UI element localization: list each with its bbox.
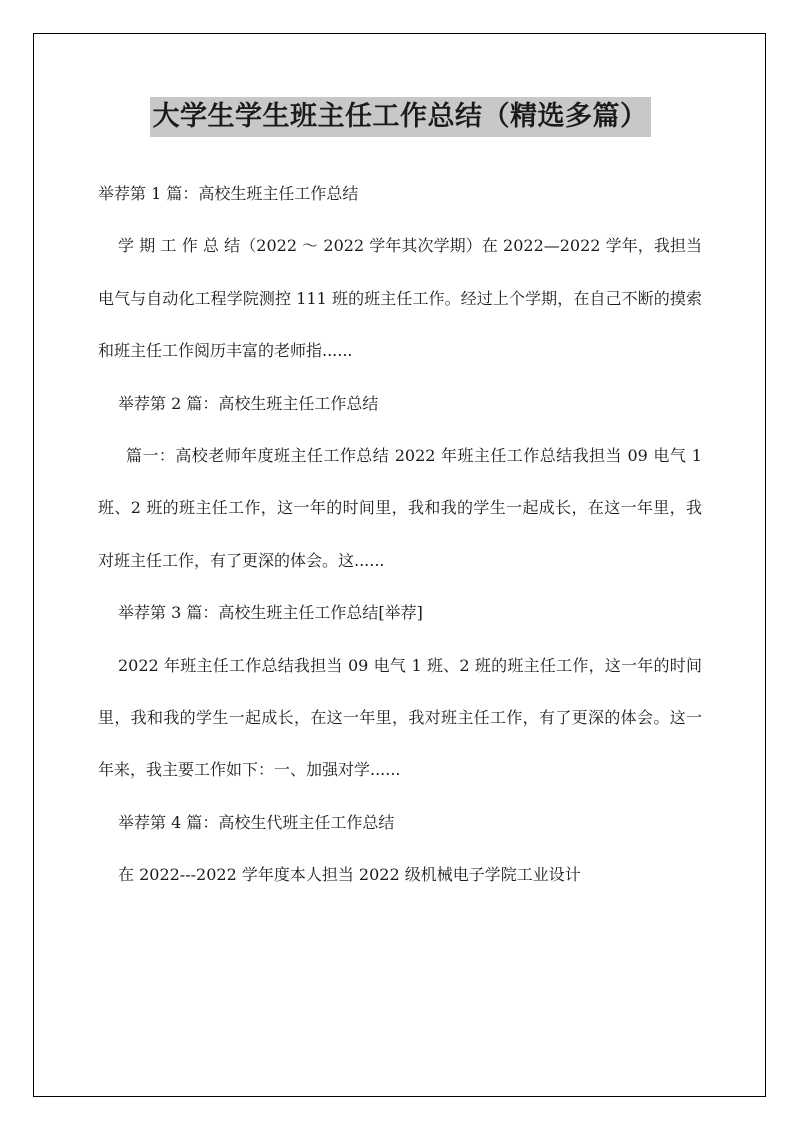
section-heading-3: 举荐第 3 篇：高校生班主任工作总结[举荐]	[118, 603, 423, 623]
section-heading-1: 举荐第 1 篇：高校生班主任工作总结	[98, 184, 359, 203]
document-title-wrapper	[0, 97, 800, 137]
section-body-1: 学 期 工 作 总 结（2022 ～ 2022 学年其次学期）在 2022—2022 学年，我担当电气与自动化工程学院测控 111 班的班主任工作。经过上个学期，在自己不断的摸索和班主任工作阅历丰富的老师指......	[98, 236, 702, 361]
section-heading-4: 举荐第 4 篇：高校生代班主任工作总结	[118, 812, 395, 832]
section-heading-2: 举荐第 2 篇：高校生班主任工作总结	[118, 393, 379, 413]
section-body-2: 篇一：高校老师年度班主任工作总结 2022 年班主任工作总结我担当 09 电气 1 班、2 班的班主任工作，这一年的时间里，我和我的学生一起成长，在这一年里，我对班主任工作，有了更深的体会。这......	[98, 446, 702, 570]
document-title: 大学生学生班主任工作总结（精选多篇）	[150, 97, 651, 137]
document-body	[98, 168, 702, 902]
section-body-3: 2022 年班主任工作总结我担当 09 电气 1 班、2 班的班主任工作，这一年的时间里，我和我的学生一起成长，在这一年里，我对班主任工作，有了更深的体会。这一年来，我主要工作如下：一、加强对学......	[98, 655, 702, 780]
section-body-4: 在 2022---2022 学年度本人担当 2022 级机械电子学院工业设计	[118, 865, 581, 885]
